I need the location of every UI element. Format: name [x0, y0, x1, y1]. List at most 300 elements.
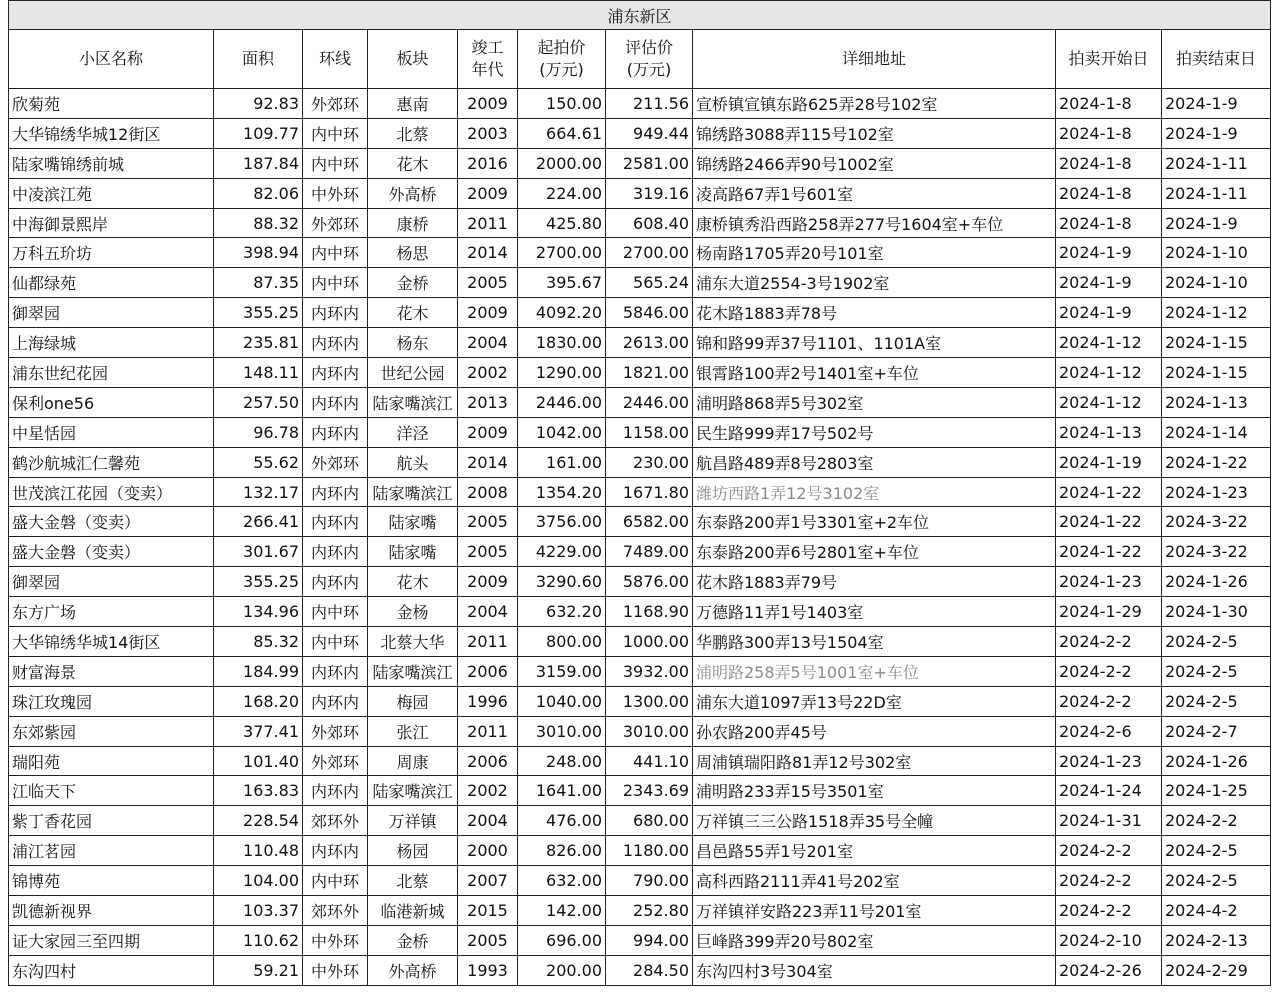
cell-start-price: 1290.00 [518, 358, 606, 388]
auction-table [8, 0, 1271, 986]
cell-appraisal: 6582.00 [606, 507, 693, 537]
cell-start-price: 4229.00 [518, 537, 606, 567]
cell-end-date: 2024-2-5 [1162, 627, 1271, 657]
cell-start-date: 2024-1-13 [1056, 417, 1162, 447]
cell-area: 257.50 [214, 387, 303, 417]
column-header-end-date: 拍卖结束日 [1162, 30, 1271, 89]
cell-name: 上海绿城 [9, 328, 214, 358]
cell-end-date: 2024-2-13 [1162, 925, 1271, 955]
cell-address: 花木路1883弄79号 [693, 567, 1056, 597]
cell-end-date: 2024-1-9 [1162, 208, 1271, 238]
cell-district: 康桥 [368, 208, 458, 238]
cell-district: 杨思 [368, 238, 458, 268]
cell-name: 紫丁香花园 [9, 806, 214, 836]
cell-district: 万祥镇 [368, 806, 458, 836]
cell-area: 110.62 [214, 925, 303, 955]
cell-start-price: 632.00 [518, 866, 606, 896]
cell-appraisal: 2343.69 [606, 776, 693, 806]
cell-appraisal: 441.10 [606, 746, 693, 776]
cell-start-price: 3756.00 [518, 507, 606, 537]
cell-end-date: 2024-1-9 [1162, 118, 1271, 148]
cell-ring: 郊环外 [303, 896, 368, 926]
cell-appraisal: 3010.00 [606, 716, 693, 746]
cell-year: 2016 [458, 148, 518, 178]
cell-district: 金杨 [368, 597, 458, 627]
cell-ring: 内中环 [303, 118, 368, 148]
cell-ring: 内环内 [303, 477, 368, 507]
table-row [9, 597, 1271, 627]
table-row [9, 238, 1271, 268]
table-row [9, 118, 1271, 148]
cell-district: 陆家嘴滨江 [368, 477, 458, 507]
cell-name: 欣菊苑 [9, 89, 214, 119]
cell-appraisal: 1671.80 [606, 477, 693, 507]
cell-district: 花木 [368, 567, 458, 597]
cell-appraisal: 7489.00 [606, 537, 693, 567]
cell-area: 101.40 [214, 746, 303, 776]
column-header-ring: 环线 [303, 30, 368, 89]
cell-name: 万科五玠坊 [9, 238, 214, 268]
table-row [9, 148, 1271, 178]
cell-district: 世纪公园 [368, 358, 458, 388]
cell-area: 134.96 [214, 597, 303, 627]
cell-start-date: 2024-2-2 [1056, 896, 1162, 926]
cell-start-price: 2446.00 [518, 387, 606, 417]
cell-district: 张江 [368, 716, 458, 746]
table-row [9, 208, 1271, 238]
cell-start-price: 826.00 [518, 836, 606, 866]
table-row [9, 328, 1271, 358]
cell-year: 2002 [458, 776, 518, 806]
cell-name: 财富海景 [9, 656, 214, 686]
cell-name: 东郊紫园 [9, 716, 214, 746]
cell-address: 浦东大道2554-3号1902室 [693, 268, 1056, 298]
cell-start-price: 800.00 [518, 627, 606, 657]
cell-address: 浦明路233弄15号3501室 [693, 776, 1056, 806]
cell-year: 2002 [458, 358, 518, 388]
cell-year: 2009 [458, 89, 518, 119]
table-row [9, 417, 1271, 447]
cell-ring: 内中环 [303, 148, 368, 178]
cell-district: 航头 [368, 447, 458, 477]
cell-start-price: 1830.00 [518, 328, 606, 358]
cell-end-date: 2024-1-26 [1162, 567, 1271, 597]
header-row [9, 30, 1271, 89]
cell-ring: 内中环 [303, 627, 368, 657]
cell-appraisal: 790.00 [606, 866, 693, 896]
cell-end-date: 2024-1-23 [1162, 477, 1271, 507]
cell-year: 1993 [458, 955, 518, 985]
cell-address: 凌高路67弄1号601室 [693, 178, 1056, 208]
cell-end-date: 2024-1-12 [1162, 298, 1271, 328]
cell-start-price: 1354.20 [518, 477, 606, 507]
cell-appraisal: 211.56 [606, 89, 693, 119]
cell-district: 金桥 [368, 925, 458, 955]
cell-area: 55.62 [214, 447, 303, 477]
cell-area: 235.81 [214, 328, 303, 358]
cell-district: 陆家嘴 [368, 537, 458, 567]
cell-start-date: 2024-1-9 [1056, 238, 1162, 268]
cell-name: 陆家嘴锦绣前城 [9, 148, 214, 178]
cell-name: 东沟四村 [9, 955, 214, 985]
cell-appraisal: 2446.00 [606, 387, 693, 417]
cell-district: 北蔡 [368, 866, 458, 896]
cell-year: 2013 [458, 387, 518, 417]
cell-ring: 内环内 [303, 417, 368, 447]
cell-start-date: 2024-1-31 [1056, 806, 1162, 836]
cell-area: 148.11 [214, 358, 303, 388]
cell-area: 109.77 [214, 118, 303, 148]
table-row [9, 716, 1271, 746]
cell-ring: 内环内 [303, 298, 368, 328]
cell-address: 锦绣路3088弄115号102室 [693, 118, 1056, 148]
cell-year: 2006 [458, 656, 518, 686]
cell-start-date: 2024-1-12 [1056, 387, 1162, 417]
table-row [9, 836, 1271, 866]
cell-ring: 中外环 [303, 925, 368, 955]
cell-address: 万祥镇三三公路1518弄35号全幢 [693, 806, 1056, 836]
cell-end-date: 2024-1-10 [1162, 238, 1271, 268]
cell-start-price: 395.67 [518, 268, 606, 298]
cell-start-price: 1042.00 [518, 417, 606, 447]
cell-year: 2009 [458, 178, 518, 208]
cell-start-price: 4092.20 [518, 298, 606, 328]
cell-address: 浦明路868弄5号302室 [693, 387, 1056, 417]
cell-district: 花木 [368, 148, 458, 178]
cell-district: 临港新城 [368, 896, 458, 926]
cell-district: 陆家嘴滨江 [368, 656, 458, 686]
cell-district: 惠南 [368, 89, 458, 119]
cell-address: 潍坊西路1弄12号3102室 [693, 477, 1056, 507]
cell-appraisal: 1158.00 [606, 417, 693, 447]
cell-year: 2005 [458, 507, 518, 537]
cell-start-date: 2024-1-29 [1056, 597, 1162, 627]
cell-appraisal: 1168.90 [606, 597, 693, 627]
cell-start-date: 2024-2-26 [1056, 955, 1162, 985]
cell-appraisal: 230.00 [606, 447, 693, 477]
cell-address: 航昌路489弄8号2803室 [693, 447, 1056, 477]
cell-address: 杨南路1705弄20号101室 [693, 238, 1056, 268]
cell-year: 2009 [458, 417, 518, 447]
cell-year: 2000 [458, 836, 518, 866]
cell-area: 103.37 [214, 896, 303, 926]
cell-area: 266.41 [214, 507, 303, 537]
cell-start-date: 2024-1-22 [1056, 477, 1162, 507]
cell-name: 东方广场 [9, 597, 214, 627]
cell-area: 187.84 [214, 148, 303, 178]
table-row [9, 537, 1271, 567]
cell-name: 锦博苑 [9, 866, 214, 896]
cell-area: 82.06 [214, 178, 303, 208]
cell-name: 中凌滨江苑 [9, 178, 214, 208]
cell-area: 59.21 [214, 955, 303, 985]
cell-address: 孙农路200弄45号 [693, 716, 1056, 746]
cell-end-date: 2024-3-22 [1162, 507, 1271, 537]
cell-start-date: 2024-1-8 [1056, 89, 1162, 119]
cell-start-price: 248.00 [518, 746, 606, 776]
cell-name: 世茂滨江花园（变卖） [9, 477, 214, 507]
cell-start-date: 2024-2-2 [1056, 627, 1162, 657]
cell-ring: 内环内 [303, 328, 368, 358]
table-row [9, 866, 1271, 896]
cell-district: 金桥 [368, 268, 458, 298]
cell-end-date: 2024-1-25 [1162, 776, 1271, 806]
column-header-district: 板块 [368, 30, 458, 89]
cell-appraisal: 1300.00 [606, 686, 693, 716]
cell-appraisal: 608.40 [606, 208, 693, 238]
cell-ring: 内环内 [303, 686, 368, 716]
cell-year: 2011 [458, 627, 518, 657]
cell-area: 110.48 [214, 836, 303, 866]
cell-year: 2014 [458, 447, 518, 477]
cell-area: 301.67 [214, 537, 303, 567]
table-title: 浦东新区 [9, 1, 1271, 30]
cell-area: 228.54 [214, 806, 303, 836]
cell-area: 355.25 [214, 298, 303, 328]
cell-appraisal: 1821.00 [606, 358, 693, 388]
cell-appraisal: 2581.00 [606, 148, 693, 178]
cell-area: 132.17 [214, 477, 303, 507]
cell-appraisal: 1000.00 [606, 627, 693, 657]
cell-district: 北蔡 [368, 118, 458, 148]
table-row [9, 567, 1271, 597]
table-row [9, 358, 1271, 388]
cell-year: 2004 [458, 806, 518, 836]
cell-start-date: 2024-1-19 [1056, 447, 1162, 477]
cell-end-date: 2024-1-30 [1162, 597, 1271, 627]
cell-name: 瑞阳苑 [9, 746, 214, 776]
cell-appraisal: 2700.00 [606, 238, 693, 268]
cell-start-price: 476.00 [518, 806, 606, 836]
cell-start-price: 150.00 [518, 89, 606, 119]
cell-area: 398.94 [214, 238, 303, 268]
cell-address: 周浦镇瑞阳路81弄12号302室 [693, 746, 1056, 776]
cell-name: 中海御景熙岸 [9, 208, 214, 238]
cell-start-date: 2024-1-24 [1056, 776, 1162, 806]
cell-year: 2007 [458, 866, 518, 896]
cell-area: 96.78 [214, 417, 303, 447]
cell-district: 外高桥 [368, 178, 458, 208]
cell-address: 万德路11弄1号1403室 [693, 597, 1056, 627]
cell-address: 民生路999弄17号502号 [693, 417, 1056, 447]
cell-appraisal: 994.00 [606, 925, 693, 955]
cell-name: 盛大金磐（变卖） [9, 507, 214, 537]
cell-end-date: 2024-1-22 [1162, 447, 1271, 477]
cell-area: 85.32 [214, 627, 303, 657]
cell-start-price: 142.00 [518, 896, 606, 926]
cell-start-date: 2024-1-12 [1056, 358, 1162, 388]
cell-ring: 外郊环 [303, 208, 368, 238]
table-row [9, 925, 1271, 955]
column-header-name: 小区名称 [9, 30, 214, 89]
cell-address: 东沟四村3号304室 [693, 955, 1056, 985]
cell-year: 2015 [458, 896, 518, 926]
cell-name: 大华锦绣华城14街区 [9, 627, 214, 657]
cell-district: 洋泾 [368, 417, 458, 447]
cell-address: 浦东大道1097弄13号22D室 [693, 686, 1056, 716]
cell-ring: 内中环 [303, 268, 368, 298]
cell-address: 宣桥镇宣镇东路625弄28号102室 [693, 89, 1056, 119]
cell-address: 高科西路2111弄41号202室 [693, 866, 1056, 896]
cell-district: 周康 [368, 746, 458, 776]
table-row [9, 627, 1271, 657]
cell-start-price: 1040.00 [518, 686, 606, 716]
cell-start-date: 2024-1-12 [1056, 328, 1162, 358]
cell-appraisal: 5876.00 [606, 567, 693, 597]
cell-address: 锦绣路2466弄90号1002室 [693, 148, 1056, 178]
cell-start-price: 664.61 [518, 118, 606, 148]
cell-address: 万祥镇祥安路223弄11号201室 [693, 896, 1056, 926]
cell-end-date: 2024-2-5 [1162, 836, 1271, 866]
cell-start-date: 2024-1-8 [1056, 118, 1162, 148]
cell-year: 2003 [458, 118, 518, 148]
table-row [9, 447, 1271, 477]
cell-end-date: 2024-1-15 [1162, 358, 1271, 388]
table-row [9, 806, 1271, 836]
cell-ring: 内环内 [303, 836, 368, 866]
cell-area: 377.41 [214, 716, 303, 746]
cell-name: 证大家园三至四期 [9, 925, 214, 955]
column-header-year: 竣工 年代 [458, 30, 518, 89]
cell-start-price: 161.00 [518, 447, 606, 477]
table-row [9, 89, 1271, 119]
table-row [9, 477, 1271, 507]
cell-ring: 内环内 [303, 387, 368, 417]
table-row [9, 178, 1271, 208]
table-row [9, 268, 1271, 298]
cell-area: 88.32 [214, 208, 303, 238]
cell-name: 鹤沙航城汇仁馨苑 [9, 447, 214, 477]
cell-area: 355.25 [214, 567, 303, 597]
cell-ring: 内环内 [303, 507, 368, 537]
cell-year: 2005 [458, 925, 518, 955]
cell-year: 2009 [458, 298, 518, 328]
table-row [9, 686, 1271, 716]
cell-year: 2009 [458, 567, 518, 597]
cell-name: 浦东世纪花园 [9, 358, 214, 388]
cell-start-price: 3290.60 [518, 567, 606, 597]
cell-end-date: 2024-1-14 [1162, 417, 1271, 447]
cell-year: 2014 [458, 238, 518, 268]
column-header-area: 面积 [214, 30, 303, 89]
cell-end-date: 2024-2-2 [1162, 806, 1271, 836]
cell-start-date: 2024-1-8 [1056, 208, 1162, 238]
table-row [9, 298, 1271, 328]
cell-start-date: 2024-1-22 [1056, 507, 1162, 537]
cell-end-date: 2024-2-5 [1162, 866, 1271, 896]
cell-area: 104.00 [214, 866, 303, 896]
cell-name: 仙都绿苑 [9, 268, 214, 298]
cell-district: 北蔡大华 [368, 627, 458, 657]
cell-start-date: 2024-1-9 [1056, 268, 1162, 298]
cell-area: 184.99 [214, 656, 303, 686]
cell-start-date: 2024-2-2 [1056, 656, 1162, 686]
cell-start-date: 2024-2-2 [1056, 836, 1162, 866]
cell-start-price: 3010.00 [518, 716, 606, 746]
cell-district: 陆家嘴滨江 [368, 387, 458, 417]
cell-start-date: 2024-1-8 [1056, 148, 1162, 178]
cell-appraisal: 1180.00 [606, 836, 693, 866]
cell-end-date: 2024-1-13 [1162, 387, 1271, 417]
cell-year: 2006 [458, 746, 518, 776]
cell-year: 2011 [458, 208, 518, 238]
cell-appraisal: 3932.00 [606, 656, 693, 686]
cell-ring: 外郊环 [303, 89, 368, 119]
cell-area: 92.83 [214, 89, 303, 119]
cell-ring: 内环内 [303, 656, 368, 686]
cell-name: 珠江玫瑰园 [9, 686, 214, 716]
cell-start-price: 2000.00 [518, 148, 606, 178]
cell-address: 昌邑路55弄1号201室 [693, 836, 1056, 866]
table-row [9, 776, 1271, 806]
cell-address: 花木路1883弄78号 [693, 298, 1056, 328]
cell-appraisal: 949.44 [606, 118, 693, 148]
cell-appraisal: 5846.00 [606, 298, 693, 328]
cell-ring: 中外环 [303, 955, 368, 985]
cell-start-date: 2024-2-2 [1056, 866, 1162, 896]
cell-address: 巨峰路399弄20号802室 [693, 925, 1056, 955]
cell-area: 168.20 [214, 686, 303, 716]
cell-start-price: 1641.00 [518, 776, 606, 806]
cell-year: 2005 [458, 537, 518, 567]
cell-district: 外高桥 [368, 955, 458, 985]
cell-name: 浦江茗园 [9, 836, 214, 866]
column-header-address: 详细地址 [693, 30, 1056, 89]
cell-address: 锦和路99弄37号1101、1101A室 [693, 328, 1056, 358]
cell-address: 东泰路200弄6号2801室+车位 [693, 537, 1056, 567]
cell-address: 东泰路200弄1号3301室+2车位 [693, 507, 1056, 537]
cell-start-date: 2024-1-22 [1056, 537, 1162, 567]
cell-start-date: 2024-1-8 [1056, 178, 1162, 208]
cell-name: 御翠园 [9, 567, 214, 597]
cell-district: 杨东 [368, 328, 458, 358]
cell-start-price: 224.00 [518, 178, 606, 208]
cell-ring: 内环内 [303, 358, 368, 388]
cell-address: 银霄路100弄2号1401室+车位 [693, 358, 1056, 388]
cell-appraisal: 252.80 [606, 896, 693, 926]
cell-appraisal: 680.00 [606, 806, 693, 836]
cell-end-date: 2024-1-11 [1162, 178, 1271, 208]
table-body [9, 89, 1271, 986]
cell-start-price: 696.00 [518, 925, 606, 955]
cell-year: 2004 [458, 328, 518, 358]
cell-end-date: 2024-2-5 [1162, 686, 1271, 716]
cell-year: 2004 [458, 597, 518, 627]
cell-address: 康桥镇秀沿西路258弄277号1604室+车位 [693, 208, 1056, 238]
column-header-start-date: 拍卖开始日 [1056, 30, 1162, 89]
cell-district: 陆家嘴 [368, 507, 458, 537]
cell-year: 2008 [458, 477, 518, 507]
cell-ring: 内中环 [303, 238, 368, 268]
cell-start-date: 2024-2-10 [1056, 925, 1162, 955]
cell-end-date: 2024-2-29 [1162, 955, 1271, 985]
cell-appraisal: 565.24 [606, 268, 693, 298]
cell-name: 保利one56 [9, 387, 214, 417]
cell-start-date: 2024-2-6 [1056, 716, 1162, 746]
cell-district: 杨园 [368, 836, 458, 866]
cell-address: 浦明路258弄5号1001室+车位 [693, 656, 1056, 686]
cell-ring: 内环内 [303, 537, 368, 567]
cell-ring: 内环内 [303, 567, 368, 597]
cell-name: 江临天下 [9, 776, 214, 806]
cell-end-date: 2024-4-2 [1162, 896, 1271, 926]
cell-appraisal: 2613.00 [606, 328, 693, 358]
cell-name: 御翠园 [9, 298, 214, 328]
cell-end-date: 2024-1-11 [1162, 148, 1271, 178]
cell-area: 163.83 [214, 776, 303, 806]
cell-end-date: 2024-2-7 [1162, 716, 1271, 746]
cell-ring: 内中环 [303, 597, 368, 627]
